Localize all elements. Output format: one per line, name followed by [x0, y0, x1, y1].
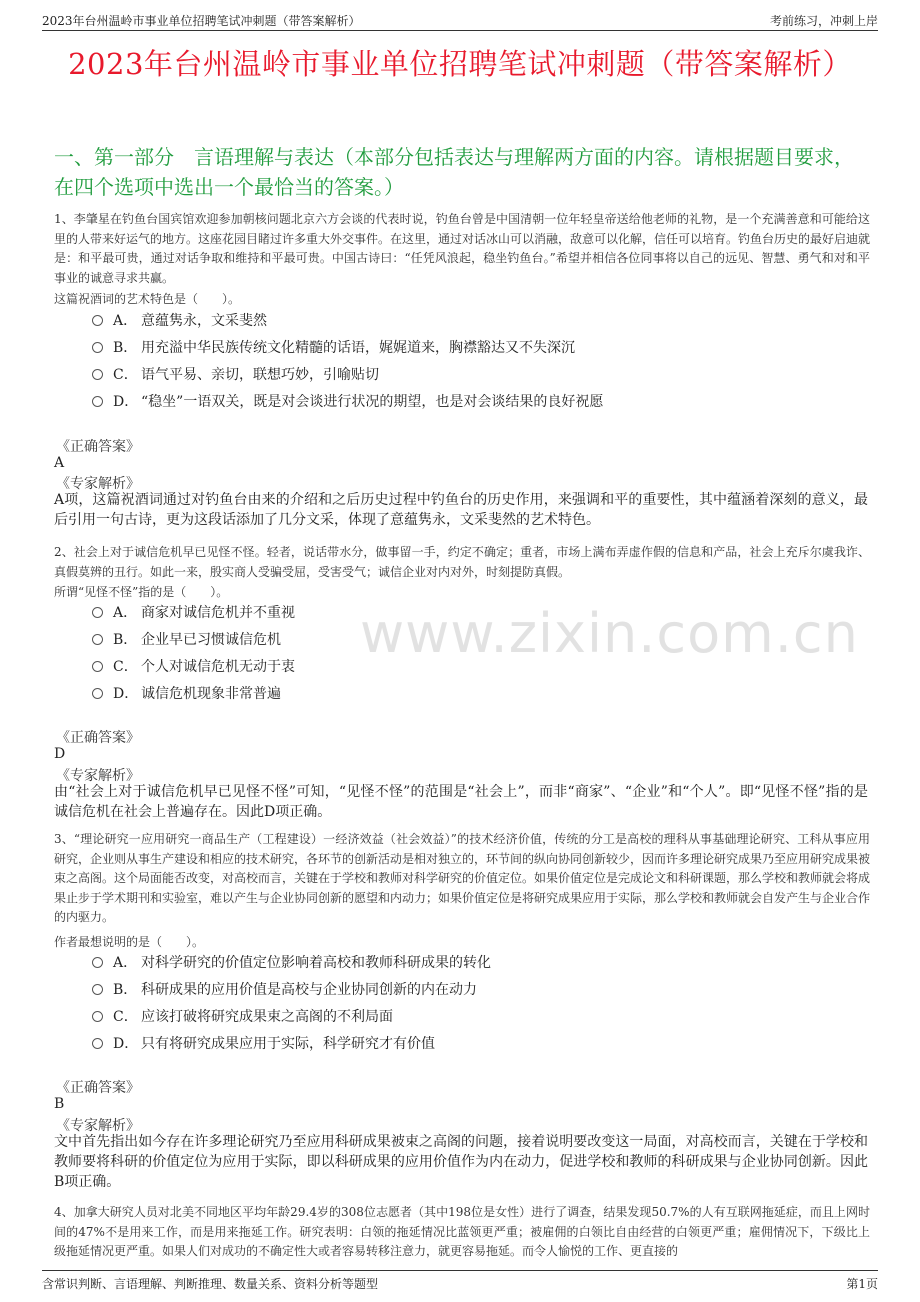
question-3-analysis-label: 《专家解析》	[56, 1118, 140, 1134]
header-left-text: 2023年台州温岭市事业单位招聘笔试冲刺题（带答案解析）	[42, 14, 361, 28]
question-3-prompt: 作者最想说明的是（ ）。	[54, 935, 205, 949]
radio-icon[interactable]	[92, 634, 103, 645]
radio-icon[interactable]	[92, 984, 103, 995]
question-2-option-c[interactable]: C． 个人对诚信危机无动于衷	[92, 656, 295, 678]
radio-icon[interactable]	[92, 661, 103, 672]
question-1-analysis-label: 《专家解析》	[56, 476, 140, 492]
radio-icon[interactable]	[92, 1011, 103, 1022]
question-1-prompt: 这篇祝酒词的艺术特色是（ ）。	[54, 292, 241, 306]
question-3-answer: B	[54, 1096, 65, 1112]
question-1-analysis: A项，这篇祝酒词通过对钓鱼台由来的介绍和之后历史过程中钓鱼台的历史作用，来强调和平的重要性，其中蕴涵着深刻的意义，最后引用一句古诗，更为这段话添加了几分文采，体现了意蕴隽永，文采斐然的艺术特色。	[54, 492, 868, 528]
header-right-text: 考前练习，冲刺上岸	[769, 14, 878, 28]
question-3-analysis: 文中首先指出如今存在许多理论研究乃至应用科研成果被束之高阁的问题，接着说明要改变这一局面，对高校而言，关键在于学校和教师要将科研的价值定位为应用于实际，即以科研成果的应用价值作为内在动力，促进学校和教师的科研成果与企业协同创新。因此B项正确。	[54, 1134, 868, 1190]
radio-icon[interactable]	[92, 342, 103, 353]
question-2-answer: D	[54, 746, 66, 762]
question-2-stem: 2、社会上对于诚信危机早已见怪不怪。轻者，说话带水分，做事留一手，约定不确定；重者，市场上满布弄虚作假的信息和产品，社会上充斥尔虞我诈、真假莫辨的丑行。如此一来，殷实商人受骗受屈，受害受气；诚信企业对内对外，时刻提防真假。	[54, 545, 870, 579]
question-2-answer-label: 《正确答案》	[56, 730, 140, 746]
question-2-prompt: 所谓“见怪不怪”指的是（ ）。	[54, 585, 229, 599]
question-1-answer-label: 《正确答案》	[56, 439, 140, 455]
question-1-option-b[interactable]: B． 用充溢中华民族传统文化精髓的话语，娓娓道来，胸襟豁达又不失深沉	[92, 337, 575, 359]
radio-icon[interactable]	[92, 369, 103, 380]
question-2-option-d[interactable]: D． 诚信危机现象非常普遍	[92, 683, 281, 705]
question-3-answer-label: 《正确答案》	[56, 1080, 140, 1096]
radio-icon[interactable]	[92, 315, 103, 326]
question-2-analysis-label: 《专家解析》	[56, 768, 140, 784]
question-4-stem: 4、加拿大研究人员对北美不同地区平均年龄29.4岁的308位志愿者（其中198位是女性）进行了调查，结果发现50.7%的人有互联网拖延症，而且上网时间的47%不是用来工作，而是用来拖延工作。研究表明：白领的拖延情况比蓝领更严重；被雇佣的白领比自由经营的白领更严重；雇佣情况下，下级比上级拖延情况更严重。如果人们对成功的不确定性大或者容易转移注意力，就更容易拖延。而令人愉悦的工作、更直接的	[54, 1205, 870, 1258]
question-1-option-c[interactable]: C． 语气平易、亲切，联想巧妙，引喻贴切	[92, 364, 379, 386]
question-1-option-a[interactable]: A． 意蕴隽永，文采斐然	[92, 310, 267, 332]
radio-icon[interactable]	[92, 957, 103, 968]
radio-icon[interactable]	[92, 1038, 103, 1049]
question-3-stem: 3、“理论研究一应用研究一商品生产（工程建设）一经济效益（社会效益）”的技术经济价值，传统的分工是高校的理科从事基础理论研究、工科从事应用研究，企业则从事生产建设和相应的技术研究，各环节的创新活动是相对独立的，环节间的纵向协同创新较少，因而许多理论研究成果乃至应用研究成果被束之高阁。这个局面能否改变，对高校而言，关键在于学校和教师对科学研究的价值定位。如果价值定位是完成论文和科研课题，那么学校和教师就会将成果止步于学术期刊和实验室，难以产生与企业协同创新的愿望和内动力；如果价值定位是将研究成果应用于实际，那么学校和教师就会自发产生与企业合作的内驱力。	[54, 832, 871, 924]
question-1-option-d[interactable]: D． “稳坐”一语双关，既是对会谈进行状况的期望，也是对会谈结果的良好祝愿	[92, 391, 603, 413]
question-2-option-b[interactable]: B． 企业早已习惯诚信危机	[92, 629, 281, 651]
question-3-option-c[interactable]: C． 应该打破将研究成果束之高阁的不利局面	[92, 1006, 393, 1028]
question-3-option-b[interactable]: B． 科研成果的应用价值是高校与企业协同创新的内在动力	[92, 979, 477, 1001]
question-2-option-a[interactable]: A． 商家对诚信危机并不重视	[92, 602, 295, 624]
footer-left-text: 含常识判断、言语理解、判断推理、数量关系、资料分析等题型	[42, 1277, 379, 1291]
page-number: 第1页	[846, 1277, 878, 1291]
radio-icon[interactable]	[92, 396, 103, 407]
question-3-option-d[interactable]: D． 只有将研究成果应用于实际，科学研究才有价值	[92, 1033, 435, 1055]
page-header	[42, 10, 878, 31]
watermark: www.zixin.com.cn	[360, 602, 859, 665]
question-2-analysis: 由“社会上对于诚信危机早已见怪不怪”可知，“见怪不怪”的范围是“社会上”，而非“商家”、“企业”和“个人”。即“见怪不怪”指的是诚信危机在社会上普遍存在。因此D项正确。	[54, 784, 868, 820]
document-title: 2023年台州温岭市事业单位招聘笔试冲刺题（带答案解析）	[68, 47, 852, 81]
radio-icon[interactable]	[92, 688, 103, 699]
section-heading: 一、第一部分 言语理解与表达（本部分包括表达与理解两方面的内容。请根据题目要求，在四个选项中选出一个最恰当的答案。）	[54, 145, 854, 199]
question-1-stem: 1、李肇星在钓鱼台国宾馆欢迎参加朝核问题北京六方会谈的代表时说，钓鱼台曾是中国清朝一位年轻皇帝送给他老师的礼物，是一个充满善意和可能给这里的人带来好运气的地方。这座花园目睹过许多重大外交事件。在这里，通过对话冰山可以消融，敌意可以化解，信任可以培育。钓鱼台历史的最好启迪就是：和平最可贵，通过对话争取和维持和平最可贵。中国古诗曰：“任凭风浪起，稳坐钓鱼台。”希望并相信各位同事将以自己的远见、智慧、勇气和对和平事业的诚意寻求共赢。	[54, 212, 871, 285]
radio-icon[interactable]	[92, 607, 103, 618]
page-footer	[42, 1270, 878, 1291]
question-3-option-a[interactable]: A． 对科学研究的价值定位影响着高校和教师科研成果的转化	[92, 952, 491, 974]
question-1-answer: A	[54, 455, 65, 471]
